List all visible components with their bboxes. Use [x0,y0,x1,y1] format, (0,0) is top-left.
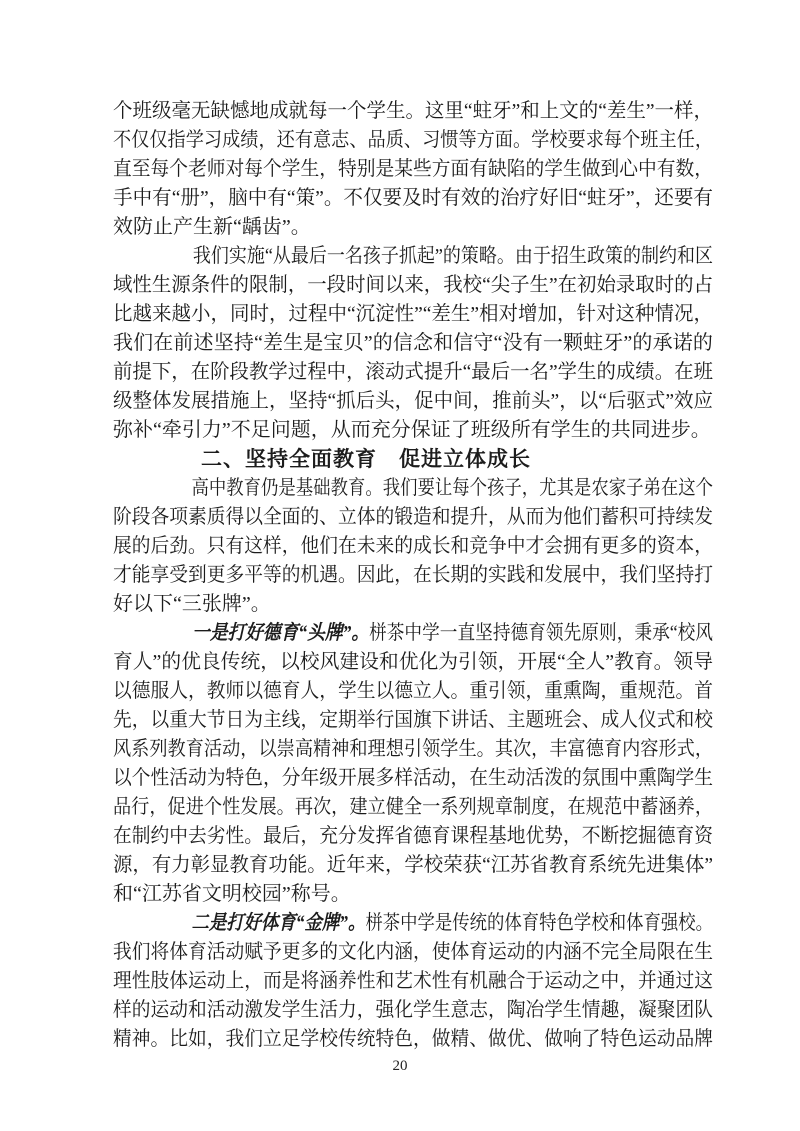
text-line [113,967,713,996]
text-line [113,97,713,126]
line-text: 直至每个老师对每个学生，特别是某些方面有缺陷的学生做到心中有数， [113,158,713,180]
line-text: 源，有力彰显教育功能。近年来，学校荣获“江苏省教育系统先进集体” [113,854,713,876]
text-line [113,532,713,561]
text-line [113,822,713,851]
line-text: 我们将体育活动赋予更多的文化内涵，使体育运动的内涵不完全局限在生 [113,941,713,963]
line-text: 好以下“三张牌”。 [113,593,271,615]
line-text: 样的运动和活动激发学生活力，强化学生意志，陶冶学生情趣，凝聚团队 [113,999,713,1021]
text-line [113,590,713,619]
text-line [113,126,713,155]
line-rest: 栟茶中学一直坚持德育领先原则，秉承“校风 [369,622,713,644]
text-line [113,880,713,909]
text-line [113,184,713,213]
text-line [113,561,713,590]
page-number: 20 [392,1058,408,1074]
line-text [155,909,713,938]
line-text: 比越来越小，同时，过程中“沉淀性”“差生”相对增加，针对这种情况， [113,303,713,325]
line-text: 以个性活动为特色，分年级开展多样活动，在生动活泼的氛围中熏陶学生 [113,767,713,789]
section-heading [113,445,713,474]
page-body [113,97,713,1054]
line-text: 先，以重大节日为主线，定期举行国旗下讲话、主题班会、成人仪式和校 [113,709,713,731]
text-line [113,677,713,706]
text-line [113,619,713,648]
text-line [113,1025,713,1054]
text-line [113,271,713,300]
text-line [113,300,713,329]
line-text: 高中教育仍是基础教育。我们要让每个孩子，尤其是农家子弟在这个 [191,477,714,499]
line-text: 我们在前述坚持“差生是宝贝”的信念和信守“没有一颗蛀牙”的承诺的 [113,332,713,354]
line-text: 和“江苏省文明校园”称号。 [113,883,351,905]
line-text: 不仅仅指学习成绩，还有意志、品质、习惯等方面。学校要求每个班主任， [113,129,713,151]
paragraph-lead: 一是打好德育“头牌”。 [192,622,370,644]
text-line [113,996,713,1025]
line-text: 手中有“册”，脑中有“策”。不仅要及时有效的治疗好旧“蛀牙”，还要有 [113,187,713,209]
text-line [113,155,713,184]
paragraph-lead: 二是打好体育“金牌”。 [191,912,366,934]
line-text: 级整体发展措施上，坚持“抓后头，促中间，推前头”，以“后驱式”效应 [113,390,713,412]
text-line [113,242,713,271]
text-line [113,213,713,242]
line-text: 以德服人，教师以德育人，学生以德立人。重引领，重熏陶，重规范。首 [113,680,713,702]
text-line [113,503,713,532]
text-line [113,938,713,967]
heading-text: 二、坚持全面教育 促进立体成长 [201,448,531,471]
line-text: 我们实施“从最后一名孩子抓起”的策略。由于招生政策的制约和区 [192,245,713,267]
line-text: 展的后劲。只有这样，他们在未来的成长和竞争中才会拥有更多的资本， [113,535,713,557]
text-line [113,793,713,822]
text-line [113,706,713,735]
line-text: 个班级毫无缺憾地成就每一个学生。这里“蛀牙”和上文的“差生”一样， [113,100,713,122]
line-text: 精神。比如，我们立足学校传统特色，做精、做优、做响了特色运动品牌 [113,1028,713,1050]
line-text: 弥补“牵引力”不足问题，从而充分保证了班级所有学生的共同进步。 [113,419,711,441]
line-text: 前提下，在阶段教学过程中，滚动式提升“最后一名”学生的成绩。在班 [113,361,713,383]
text-line [113,358,713,387]
text-line [113,416,713,445]
text-line [113,387,713,416]
line-text: 风系列教育活动，以崇高精神和理想引领学生。其次，丰富德育内容形式， [113,738,713,760]
line-text: 才能享受到更多平等的机遇。因此，在长期的实践和发展中，我们坚持打 [113,564,713,586]
text-line [113,909,713,938]
line-text: 理性肢体运动上，而是将涵养性和艺术性有机融合于运动之中，并通过这 [113,970,713,992]
line-text [155,619,713,648]
text-line [113,764,713,793]
text-line [113,851,713,880]
text-line [113,735,713,764]
text-line [113,648,713,677]
line-text: 域性生源条件的限制，一段时间以来，我校“尖子生”在初始录取时的占 [113,274,713,296]
line-text: 育人”的优良传统，以校风建设和优化为引领，开展“全人”教育。领导 [113,651,713,673]
line-rest: 栟茶中学是传统的体育特色学校和体育强校。 [365,912,713,934]
text-line [113,474,713,503]
line-text: 效防止产生新“龋齿”。 [113,216,311,238]
line-text: 在制约中去劣性。最后，充分发挥省德育课程基地优势，不断挖掘德育资 [113,825,713,847]
line-text: 阶段各项素质得以全面的、立体的锻造和提升，从而为他们蓄积可持续发 [113,506,713,528]
text-line [113,329,713,358]
line-text: 品行，促进个性发展。再次，建立健全一系列规章制度，在规范中蓄涵养， [113,796,713,818]
